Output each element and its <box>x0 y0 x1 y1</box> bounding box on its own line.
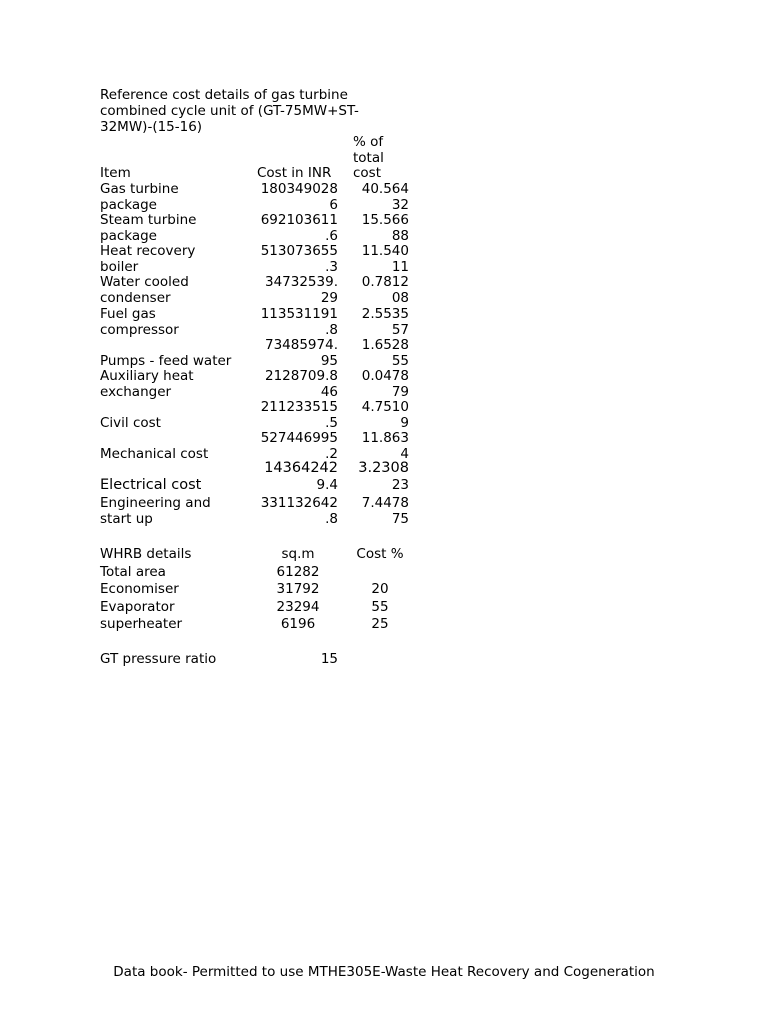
row-pct-text: 9 <box>400 415 409 431</box>
row-item-text: exchanger <box>100 384 172 400</box>
row-cost-text: .2 <box>325 446 338 462</box>
row-cost-text: 46 <box>320 384 338 400</box>
row-cost-text: 180349028 <box>260 181 338 197</box>
row-cost-text: 73485974. <box>264 337 338 353</box>
row-pct-text: 55 <box>391 353 409 369</box>
whrb-row-cost: 25 <box>371 616 389 632</box>
row-item-text: boiler <box>100 259 139 275</box>
row-item-text: Auxiliary heat <box>100 368 194 384</box>
gt-pressure-label: GT pressure ratio <box>100 651 217 667</box>
row-item-text: Steam turbine <box>100 212 197 228</box>
row-item-text: Mechanical cost <box>100 446 209 462</box>
row-pct-text: 32 <box>391 197 409 213</box>
whrb-row-cost: 55 <box>371 599 389 615</box>
row-pct-text: 3.2308 <box>358 460 409 476</box>
row-cost-text: .6 <box>325 228 338 244</box>
row-pct-text: 0.7812 <box>361 274 409 290</box>
title-line: Reference cost details of gas turbine <box>100 87 348 103</box>
row-pct-text: 15.566 <box>361 212 409 228</box>
row-pct-text: 2.5535 <box>361 306 409 322</box>
row-cost-text: 29 <box>320 290 338 306</box>
whrb-row-label: superheater <box>100 616 183 632</box>
row-item-text: Civil cost <box>100 415 161 431</box>
whrb-row-cost: 20 <box>371 581 389 597</box>
whrb-row-area: 23294 <box>276 599 320 615</box>
row-item-text: Gas turbine <box>100 181 179 197</box>
row-cost-text: 527446995 <box>260 430 338 446</box>
row-cost-text: 9.4 <box>316 477 338 493</box>
row-cost-text: 95 <box>320 353 338 369</box>
row-item-text: start up <box>100 511 153 527</box>
row-cost-text: .5 <box>325 415 338 431</box>
row-pct-text: 11.863 <box>361 430 409 446</box>
row-pct-text: 75 <box>391 511 409 527</box>
row-cost-text: 331132642 <box>260 495 338 511</box>
row-cost-text: 34732539. <box>264 274 338 290</box>
row-pct-text: 4 <box>400 446 409 462</box>
row-pct-text: 7.4478 <box>361 495 409 511</box>
row-cost-text: .8 <box>325 322 338 338</box>
row-item-text: Engineering and <box>100 495 211 511</box>
row-pct-text: 08 <box>391 290 409 306</box>
row-item-text: Fuel gas <box>100 306 156 322</box>
title-line: combined cycle unit of (GT-75MW+ST- <box>100 103 359 119</box>
row-cost-text: 113531191 <box>260 306 338 322</box>
document-title <box>100 87 400 135</box>
title-line: 32MW)-(15-16) <box>100 119 203 135</box>
row-cost-text: 211233515 <box>260 399 338 415</box>
whrb-header-label: WHRB details <box>100 546 192 562</box>
header-item: Item <box>100 165 131 181</box>
row-item-text: package <box>100 228 157 244</box>
page-footer: Data book- Permitted to use MTHE305E-Waste Heat Recovery and Cogeneration <box>113 964 655 980</box>
whrb-row-area: 31792 <box>276 581 320 597</box>
whrb-row-label: Economiser <box>100 581 179 597</box>
row-pct-text: 1.6528 <box>361 337 409 353</box>
row-item-text: compressor <box>100 322 179 338</box>
row-pct-text: 0.0478 <box>361 368 409 384</box>
row-item-text: Pumps - feed water <box>100 353 232 369</box>
whrb-header-cost: Cost % <box>356 546 404 562</box>
header-pct-line: cost <box>353 165 382 181</box>
row-pct-text: 57 <box>391 322 409 338</box>
row-item-text: Heat recovery <box>100 243 196 259</box>
row-pct-text: 11.540 <box>361 243 409 259</box>
row-item-text: condenser <box>100 290 171 306</box>
row-pct-text: 23 <box>391 477 409 493</box>
row-pct-text: 4.7510 <box>361 399 409 415</box>
whrb-row-area: 61282 <box>276 564 320 580</box>
whrb-header-area: sq.m <box>281 546 315 562</box>
header-pct-line: % of <box>353 134 384 150</box>
row-item-text: package <box>100 197 157 213</box>
header-cost: Cost in INR <box>257 165 332 181</box>
row-cost-text: 513073655 <box>260 243 338 259</box>
row-pct-text: 11 <box>391 259 409 275</box>
row-pct-text: 79 <box>391 384 409 400</box>
whrb-row-label: Evaporator <box>100 599 175 615</box>
whrb-row-area: 6196 <box>280 616 316 632</box>
header-pct-line: total <box>353 150 384 166</box>
row-cost-text: 14364242 <box>264 460 338 476</box>
whrb-row-label: Total area <box>100 564 166 580</box>
row-item-text: Water cooled <box>100 274 189 290</box>
row-cost-text: 6 <box>329 197 338 213</box>
row-cost-text: .3 <box>325 259 338 275</box>
row-cost-text: 2128709.8 <box>264 368 338 384</box>
gt-pressure-value: 15 <box>320 651 338 667</box>
row-cost-text: .8 <box>325 511 338 527</box>
row-item-text: Electrical cost <box>100 477 202 493</box>
row-pct-text: 40.564 <box>361 181 409 197</box>
row-cost-text: 692103611 <box>260 212 338 228</box>
row-pct-text: 88 <box>391 228 409 244</box>
